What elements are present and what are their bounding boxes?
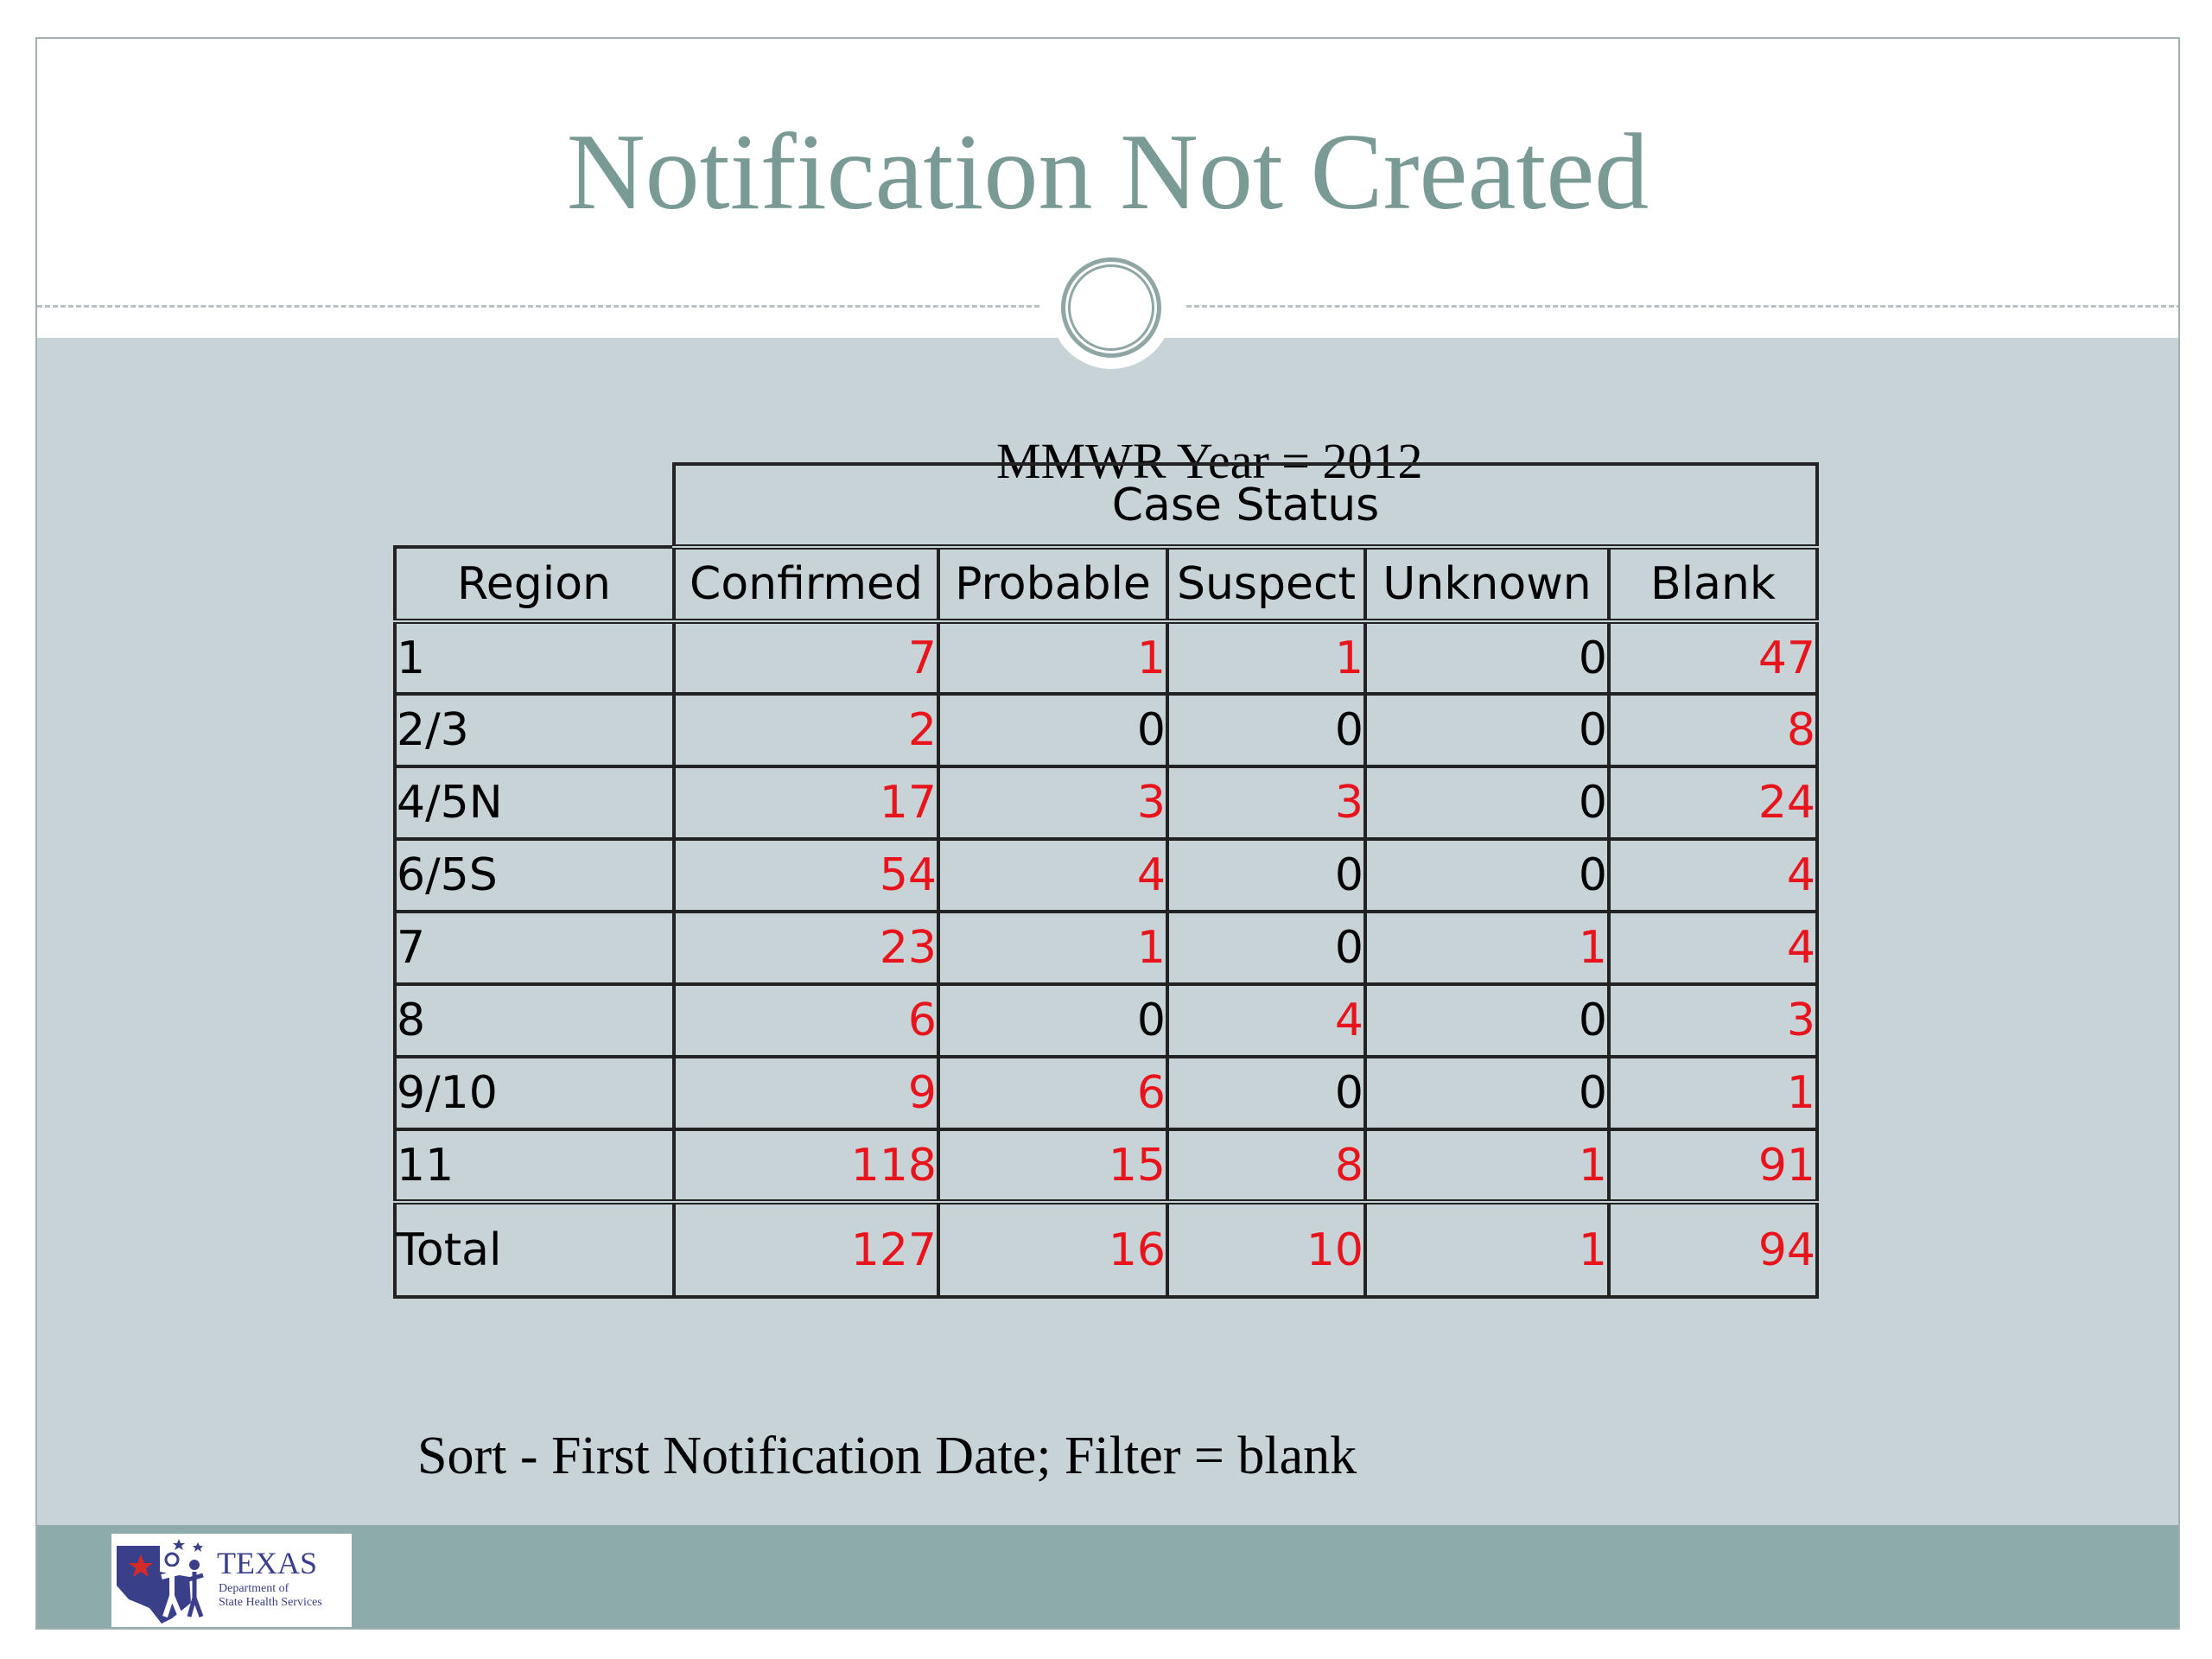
value-cell: 91 [1609,1129,1817,1202]
total-value-cell: 10 [1167,1202,1365,1297]
value-cell: 4 [1609,839,1817,912]
slide [35,37,2180,1630]
value-cell: 3 [938,766,1167,839]
total-value-cell: 1 [1365,1202,1609,1297]
value-cell: 0 [938,694,1167,766]
footer-band [37,1525,2178,1630]
value-cell: 3 [1167,766,1365,839]
total-value-cell: 16 [938,1202,1167,1297]
slide-title: Notification Not Created [566,112,1649,232]
value-cell: 9 [674,1057,938,1129]
value-cell: 0 [1167,912,1365,984]
value-cell: 23 [674,912,938,984]
value-cell: 1 [1167,621,1365,694]
table-row [395,839,1817,912]
region-cell: 11 [395,1129,674,1202]
value-cell: 4 [938,839,1167,912]
logo-emblem-icon [111,1534,217,1627]
table-row [395,912,1817,984]
value-cell: 15 [938,1129,1167,1202]
total-value-cell: 127 [674,1202,938,1297]
logo-subtitle-line2: State Health Services [219,1596,322,1610]
value-cell: 0 [1365,694,1609,766]
value-cell: 1 [938,621,1167,694]
value-cell: 4 [1167,984,1365,1057]
value-cell: 6 [938,1057,1167,1129]
region-cell: 4/5N [395,766,674,839]
value-cell: 2 [674,694,938,766]
value-cell: 1 [1609,1057,1817,1129]
value-cell: 0 [1167,1057,1365,1129]
table-row [395,1129,1817,1202]
value-cell: 1 [938,912,1167,984]
value-cell: 0 [1167,839,1365,912]
col-header-probable: Probable [938,547,1167,621]
value-cell: 47 [1609,621,1817,694]
value-cell: 0 [1365,766,1609,839]
value-cell: 0 [1365,984,1609,1057]
region-cell: 6/5S [395,839,674,912]
logo-wordmark: TEXAS [217,1546,317,1580]
col-header-blank: Blank [1609,547,1817,621]
total-label: Total [395,1202,674,1297]
ornament-ring-inner [1068,264,1154,351]
table-row [395,984,1817,1057]
case-status-header: Case Status [674,464,1817,547]
col-header-unknown: Unknown [1365,547,1609,621]
value-cell: 0 [938,984,1167,1057]
value-cell: 3 [1609,984,1817,1057]
table-row [395,766,1817,839]
value-cell: 1 [1365,1129,1609,1202]
value-cell: 118 [674,1129,938,1202]
col-header-confirmed: Confirmed [674,547,938,621]
divider-left [37,305,1039,308]
region-cell: 8 [395,984,674,1057]
value-cell: 7 [674,621,938,694]
value-cell: 17 [674,766,938,839]
value-cell: 24 [1609,766,1817,839]
divider-right [1186,305,2180,308]
logo-subtitle [219,1582,322,1610]
region-cell: 9/10 [395,1057,674,1129]
region-cell: 2/3 [395,694,674,766]
value-cell: 6 [674,984,938,1057]
value-cell: 0 [1167,694,1365,766]
value-cell: 8 [1609,694,1817,766]
col-header-suspect: Suspect [1167,547,1365,621]
value-cell: 8 [1167,1129,1365,1202]
logo-subtitle-line1: Department of [219,1582,289,1595]
case-status-table [393,462,1819,1299]
region-cell: 1 [395,621,674,694]
total-row [395,1202,1817,1297]
table-row [395,694,1817,766]
region-cell: 7 [395,912,674,984]
sort-filter-note: Sort - First Notification Date; Filter = blank [417,1427,1357,1485]
table-row [395,1057,1817,1129]
mmwr-year-label: MMWR Year = 2012 [996,433,1423,489]
value-cell: 0 [1365,839,1609,912]
total-value-cell: 94 [1609,1202,1817,1297]
column-header-row [395,547,1817,621]
value-cell: 0 [1365,1057,1609,1129]
value-cell: 54 [674,839,938,912]
value-cell: 1 [1365,912,1609,984]
table-row [395,621,1817,694]
value-cell: 4 [1609,912,1817,984]
texas-dshs-logo [111,1534,352,1627]
col-header-region: Region [395,547,674,621]
value-cell: 0 [1365,621,1609,694]
table-corner [395,464,674,547]
